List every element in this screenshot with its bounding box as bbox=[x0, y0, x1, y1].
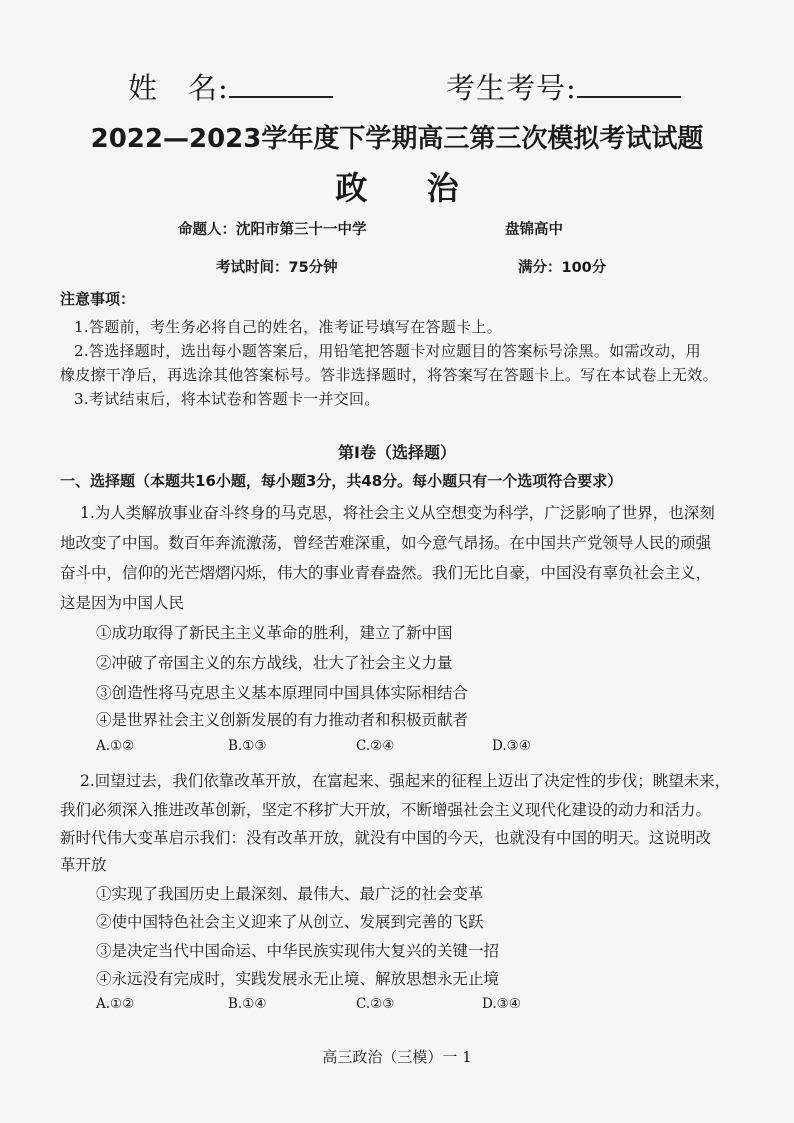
q2-option: ③是决定当代中国命运、中华民族实现伟大复兴的关键一招 bbox=[96, 942, 500, 960]
exam-number-field bbox=[446, 66, 681, 107]
q1-stem-line: 这是因为中国人民 bbox=[60, 594, 185, 612]
name-label: 姓 名: bbox=[128, 71, 229, 105]
q2-stem-line: 2.回望过去，我们依靠改革开放，在富起来、强起来的征程上迈出了决定性的步伐；眺望未来， bbox=[80, 772, 731, 790]
name-blank[interactable] bbox=[229, 74, 333, 98]
q1-stem-line: 1.为人类解放事业奋斗终身的马克思，将社会主义从空想变为科学，广泛影响了世界，也深刻 bbox=[80, 504, 715, 522]
q1-option: ①成功取得了新民主主义革命的胜利，建立了新中国 bbox=[96, 624, 453, 642]
q1-option: ④是世界社会主义创新发展的有力推动者和积极贡献者 bbox=[96, 711, 469, 729]
q2-stem-line: 我们必须深入推进改革创新，坚定不移扩大开放，不断增强社会主义现代化建设的动力和活力。 bbox=[60, 801, 712, 819]
full-score: 满分：100分 bbox=[518, 260, 607, 276]
q2-stem-line: 革开放 bbox=[60, 856, 107, 874]
notice-heading: 注意事项： bbox=[60, 290, 136, 308]
part-heading: 一、选择题（本题共16小题，每小题3分，共48分。每小题只有一个选项符合要求） bbox=[60, 472, 623, 490]
q1-choice-d[interactable]: D.③④ bbox=[492, 738, 531, 754]
q1-choice-a[interactable]: A.①② bbox=[96, 738, 135, 754]
q1-choice-c[interactable]: C.②④ bbox=[356, 738, 395, 754]
q1-option: ②冲破了帝国主义的东方战线，壮大了社会主义力量 bbox=[96, 654, 453, 672]
exam-number-label: 考生考号: bbox=[446, 71, 577, 105]
notice-line: 3.考试结束后，将本试卷和答题卡一并交回。 bbox=[74, 390, 380, 408]
section-title: 第Ⅰ卷（选择题） bbox=[338, 443, 456, 462]
notice-line: 橡皮擦干净后，再选涂其他答案标号。答非选择题时，将答案写在答题卡上。写在本试卷上无效。 bbox=[60, 366, 718, 384]
q2-choice-c[interactable]: C.②③ bbox=[356, 996, 395, 1012]
exam-time: 考试时间：75分钟 bbox=[216, 260, 338, 276]
exam-title: 2022—2023学年度下学期高三第三次模拟考试试题 bbox=[90, 124, 704, 154]
q1-stem-line: 奋斗中，信仰的光芒熠熠闪烁，伟大的事业青春盎然。我们无比自豪，中国没有辜负社会主义， bbox=[60, 564, 712, 582]
q1-stem-line: 地改变了中国。数百年奔流激荡，曾经苦难深重，如今意气昂扬。在中国共产党领导人民的顽强 bbox=[60, 534, 712, 552]
notice-line: 2.答选择题时，选出每小题答案后，用铅笔把答题卡对应题目的答案标号涂黑。如需改动，用 bbox=[74, 342, 701, 360]
q2-stem-line: 新时代伟大变革启示我们：没有改革开放，就没有中国的今天，也就没有中国的明天。这说明改 bbox=[60, 829, 712, 847]
subject-title: 政 治 bbox=[335, 169, 483, 207]
q1-option: ③创造性将马克思主义基本原理同中国具体实际相结合 bbox=[96, 684, 469, 702]
q2-option: ①实现了我国历史上最深刻、最伟大、最广泛的社会变革 bbox=[96, 885, 484, 903]
exam-number-blank[interactable] bbox=[577, 74, 681, 98]
q2-option: ④永远没有完成时，实践发展永无止境、解放思想永无止境 bbox=[96, 970, 500, 988]
second-school: 盘锦高中 bbox=[505, 222, 563, 238]
author-line: 命题人：沈阳市第三十一中学 bbox=[178, 222, 367, 238]
name-field bbox=[128, 66, 333, 107]
notice-line: 1.答题前，考生务必将自己的姓名，准考证号填写在答题卡上。 bbox=[74, 318, 503, 336]
q2-choice-a[interactable]: A.①② bbox=[96, 996, 135, 1012]
q1-choice-b[interactable]: B.①③ bbox=[228, 738, 267, 754]
q2-choice-d[interactable]: D.③④ bbox=[482, 996, 521, 1012]
page-footer: 高三政治（三模）一 1 bbox=[322, 1048, 472, 1066]
q2-option: ②使中国特色社会主义迎来了从创立、发展到完善的飞跃 bbox=[96, 913, 484, 931]
q2-choice-b[interactable]: B.①④ bbox=[228, 996, 267, 1012]
